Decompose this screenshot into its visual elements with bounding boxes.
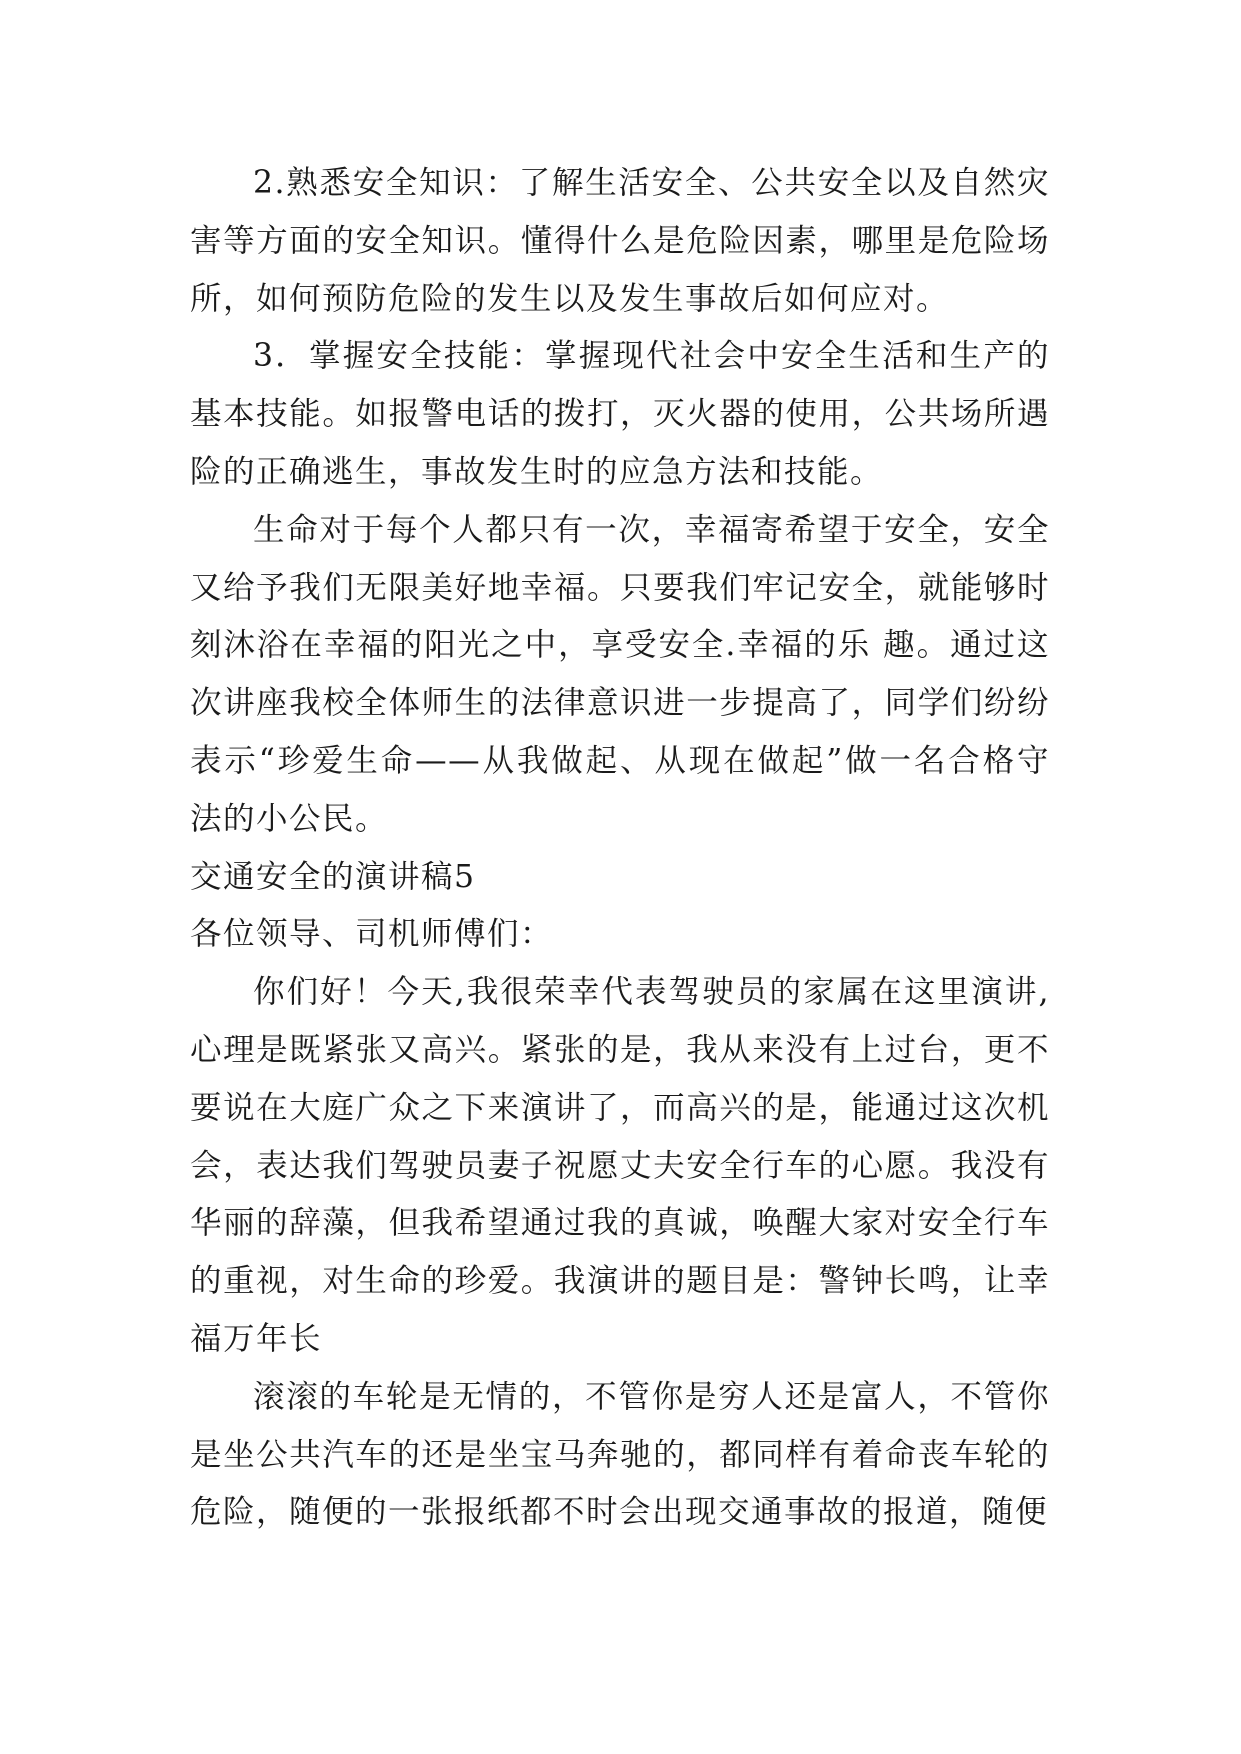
paragraph-safety-skills: 3．掌握安全技能：掌握现代社会中安全生活和生产的基本技能。如报警电话的拨打，灭火器的使用，公共场所遇险的正确逃生，事故发生时的应急方法和技能。 [190, 338, 1050, 490]
paragraph-life-happiness: 生命对于每个人都只有一次，幸福寄希望于安全，安全又给予我们无限美好地幸福。只要我们牢记安全，就能够时刻沐浴在幸福的阳光之中，享受安全.幸福的乐 趣。通过这次讲座我校全体师生的法律意识进一步提高了，同学们纷纷表示“珍爱生命——从我做起、从现在做起”做一名合格守法的小公民。 [190, 511, 1050, 837]
paragraph-greeting: 你们好！今天,我很荣幸代表驾驶员的家属在这里演讲,心理是既紧张又高兴。紧张的是，我从来没有上过台，更不要说在大庭广众之下来演讲了，而高兴的是，能通过这次机会，表达我们驾驶员妻子祝愿丈夫安全行车的心愿。我没有华丽的辞藻，但我希望通过我的真诚，唤醒大家对安全行车的重视，对生命的珍爱。我演讲的题目是：警钟长鸣，让幸福万年长 [190, 974, 1050, 1357]
salutation: 各位领导、司机师傅们： [190, 916, 554, 953]
paragraph-safety-knowledge: 2.熟悉安全知识：了解生活安全、公共安全以及自然灾害等方面的安全知识。懂得什么是危险因素，哪里是危险场所，如何预防危险的发生以及发生事故后如何应对。 [190, 165, 1050, 317]
document-body [190, 155, 1050, 1542]
section-heading: 交通安全的演讲稿5 [190, 858, 476, 895]
paragraph-wheels: 滚滚的车轮是无情的，不管你是穷人还是富人，不管你是坐公共汽车的还是坐宝马奔驰的，都同样有着命丧车轮的危险，随便的一张报纸都不时会出现交通事故的报道，随便 [190, 1378, 1050, 1531]
